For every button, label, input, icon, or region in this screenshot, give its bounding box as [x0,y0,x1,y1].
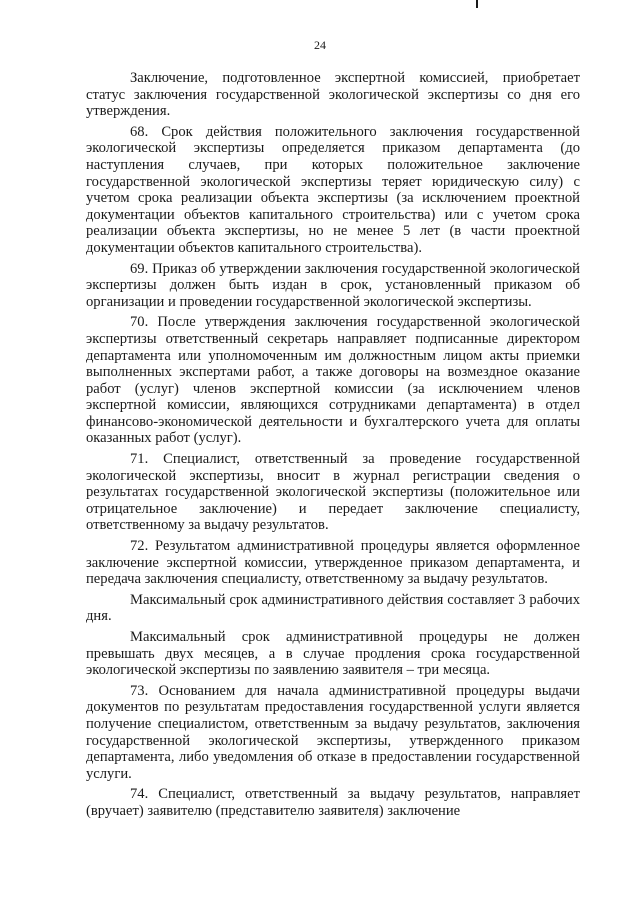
paragraph-68: 68. Срок действия положительного заключения государственной экологической экспертизы определяется приказом департамента (до наступления случаев, при которых положительное заключение государственной экологической экспертизы теряет юридическую силу) с учетом срока реализации объекта экспертизы (за исключением проектной документации объектов капитального строительства) или с учетом срока реализации объекта экспертизы, но не менее 5 лет (в части проектной документации объектов капитального строительства). [86,123,580,256]
paragraph-71: 71. Специалист, ответственный за проведение государственной экологической экспертизы, вносит в журнал регистрации сведения о результатах государственной экологической экспертизы (положительное или отрицательное заключение) и передает заключение специалисту, ответственному за выдачу результатов. [86,451,580,534]
paragraph-approval-status: Заключение, подготовленное экспертной комиссией, приобретает статус заключения государственной экологической экспертизы со дня его утверждения. [86,70,580,120]
paragraph-70: 70. После утверждения заключения государственной экологической экспертизы ответственный секретарь направляет подписанные директором департамента или уполномоченным им должностным лицом акты приемки выполненных экспертами работ, а также договоры на возмездное оказание работ (услуг) членов экспертной комиссии (за исключением членов экспертной комиссии, являющихся сотрудниками департамента) в отдел финансово-экономической деятельности и бухгалтерского учета для оплаты оказанных работ (услуг). [86,314,580,447]
paragraph-max-action-term: Максимальный срок административного действия составляет 3 рабочих дня. [86,591,580,625]
paragraph-max-procedure-term: Максимальный срок административной процедуры не должен превышать двух месяцев, а в случае продления срока государственной экологической экспертизы по заявлению заявителя – три месяца. [86,629,580,679]
paragraph-69: 69. Приказ об утверждении заключения государственной экологической экспертизы должен быть издан в срок, установленный приказом об организации и проведении государственной экологической экспертизы. [86,260,580,310]
paragraph-74: 74. Специалист, ответственный за выдачу результатов, направляет (вручает) заявителю (представителю заявителя) заключение [86,786,580,819]
document-body [86,70,580,823]
page-number: 24 [314,38,326,52]
scan-mark [476,0,478,8]
paragraph-72: 72. Результатом административной процедуры является оформленное заключение экспертной комиссии, утвержденное приказом департамента, и передача заключения специалисту, ответственному за выдачу результатов. [86,538,580,588]
paragraph-73: 73. Основанием для начала административной процедуры выдачи документов по результатам предоставления государственной услуги является получение специалистом, ответственным за выдачу результатов, заключения государственной экологической экспертизы, утвержденного приказом департамента, либо уведомления об отказе в предоставлении государственной услуги. [86,682,580,782]
